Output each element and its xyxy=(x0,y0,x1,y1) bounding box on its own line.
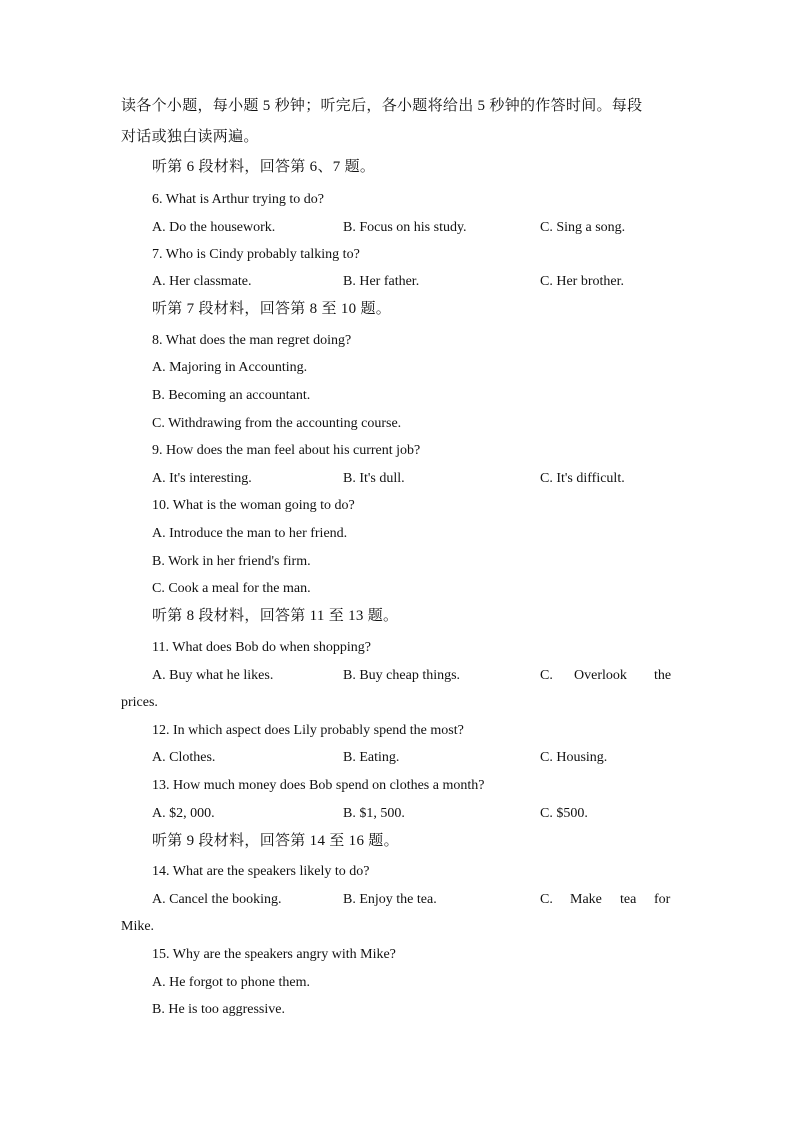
intro-line-1: 读各个小题，每小题 5 秒钟；听完后，各小题将给出 5 秒钟的作答时间。每段 xyxy=(121,98,643,114)
option-6a: A. Do the housework. xyxy=(152,220,276,235)
question-12: 12. In which aspect does Lily probably spend the most? xyxy=(152,723,464,738)
option-14a: A. Cancel the booking. xyxy=(152,892,282,907)
section-header-6: 听第 6 段材料，回答第 6、7 题。 xyxy=(152,159,376,175)
section-header-7: 听第 7 段材料，回答第 8 至 10 题。 xyxy=(152,301,392,317)
intro-line-2: 对话或独白读两遍。 xyxy=(121,129,259,145)
question-14: 14. What are the speakers likely to do? xyxy=(152,864,370,879)
option-14c-label: C. xyxy=(540,892,553,907)
option-9c: C. It's difficult. xyxy=(540,471,625,486)
question-10: 10. What is the woman going to do? xyxy=(152,498,355,513)
option-14c-word-4: Mike. xyxy=(121,919,155,934)
option-11c-word-2: the xyxy=(654,668,672,683)
option-10a: A. Introduce the man to her friend. xyxy=(152,526,348,541)
option-11a: A. Buy what he likes. xyxy=(152,668,274,683)
option-14b: B. Enjoy the tea. xyxy=(343,892,437,907)
section-header-8: 听第 8 段材料，回答第 11 至 13 题。 xyxy=(152,608,399,624)
question-15: 15. Why are the speakers angry with Mike? xyxy=(152,947,396,962)
option-12c: C. Housing. xyxy=(540,750,608,765)
option-8b: B. Becoming an accountant. xyxy=(152,388,311,403)
option-15b: B. He is too aggressive. xyxy=(152,1002,285,1017)
section-header-9: 听第 9 段材料，回答第 14 至 16 题。 xyxy=(152,833,399,849)
option-7b: B. Her father. xyxy=(343,274,420,289)
option-15a: A. He forgot to phone them. xyxy=(152,975,310,990)
option-7c: C. Her brother. xyxy=(540,274,624,289)
option-9a: A. It's interesting. xyxy=(152,471,252,486)
option-13c: C. $500. xyxy=(540,806,588,821)
option-11c-word-1: Overlook xyxy=(574,668,627,683)
option-10c: C. Cook a meal for the man. xyxy=(152,581,311,596)
question-13: 13. How much money does Bob spend on clothes a month? xyxy=(152,778,485,793)
question-6: 6. What is Arthur trying to do? xyxy=(152,192,324,207)
option-6b: B. Focus on his study. xyxy=(343,220,467,235)
option-10b: B. Work in her friend's firm. xyxy=(152,554,311,569)
option-11c-word-3: prices. xyxy=(121,695,158,710)
option-14c-word-2: tea xyxy=(620,892,637,907)
option-9b: B. It's dull. xyxy=(343,471,405,486)
option-13b: B. $1, 500. xyxy=(343,806,405,821)
option-14c-word-1: Make xyxy=(570,892,602,907)
option-6c: C. Sing a song. xyxy=(540,220,626,235)
question-9: 9. How does the man feel about his current job? xyxy=(152,443,421,458)
option-11b: B. Buy cheap things. xyxy=(343,668,461,683)
option-14c-word-3: for xyxy=(654,892,671,907)
option-12a: A. Clothes. xyxy=(152,750,216,765)
option-8c: C. Withdrawing from the accounting course. xyxy=(152,416,402,431)
question-11: 11. What does Bob do when shopping? xyxy=(152,640,371,655)
question-7: 7. Who is Cindy probably talking to? xyxy=(152,247,360,262)
question-8: 8. What does the man regret doing? xyxy=(152,333,352,348)
option-11c-label: C. xyxy=(540,668,553,683)
option-12b: B. Eating. xyxy=(343,750,400,765)
option-7a: A. Her classmate. xyxy=(152,274,252,289)
option-13a: A. $2, 000. xyxy=(152,806,215,821)
option-8a: A. Majoring in Accounting. xyxy=(152,360,308,375)
